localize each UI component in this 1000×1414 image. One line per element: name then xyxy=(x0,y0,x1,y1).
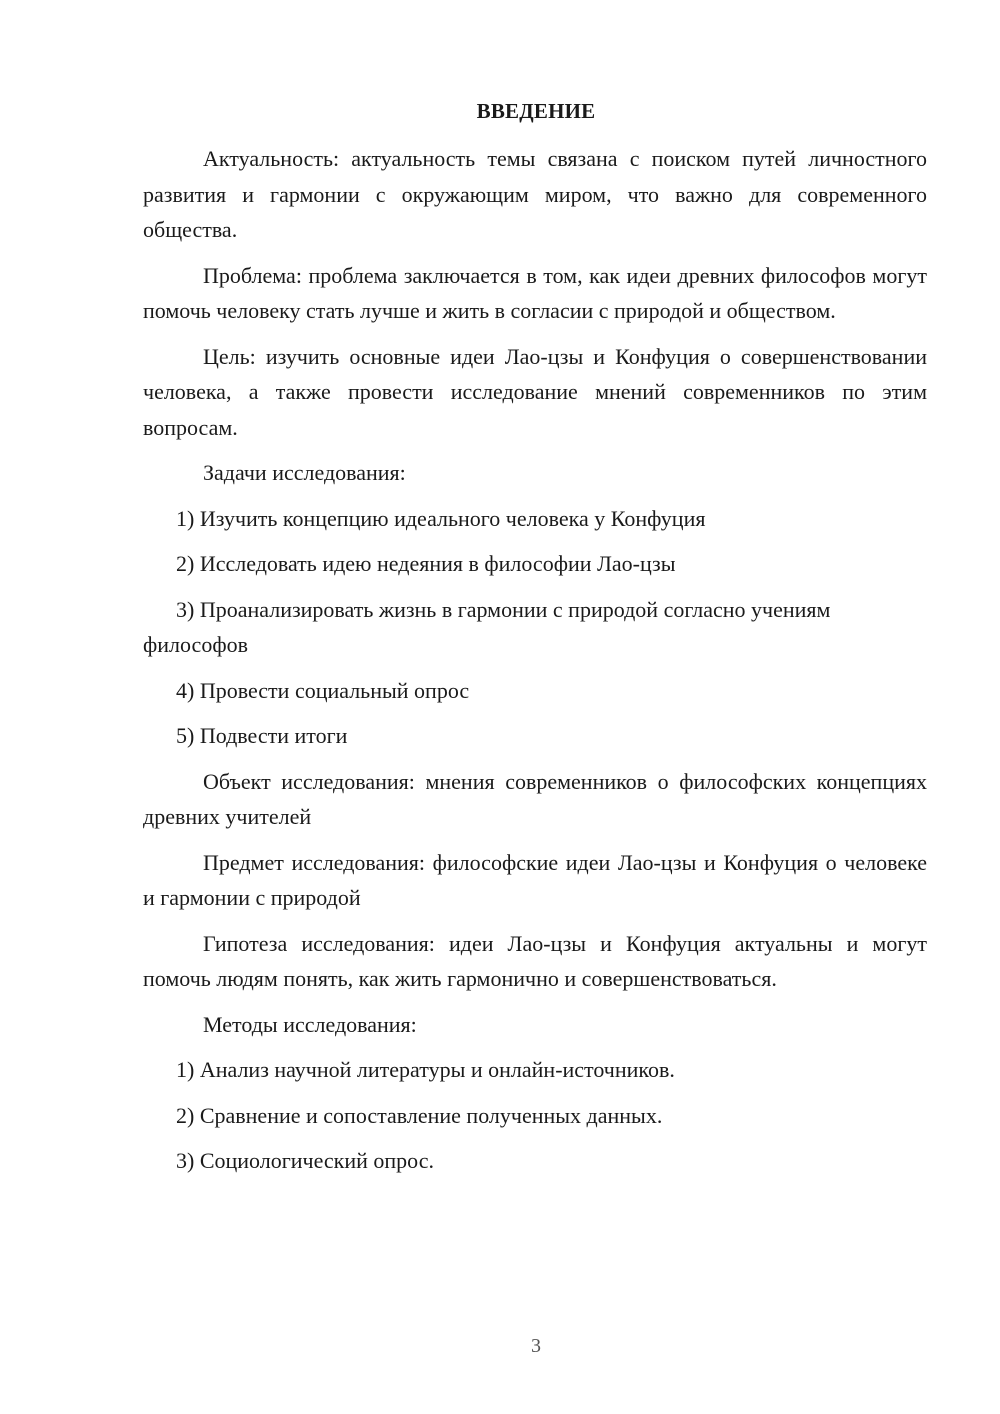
tasks-heading: Задачи исследования: xyxy=(203,460,406,485)
methods-heading: Методы исследования: xyxy=(203,1011,417,1037)
task-item-4: 4) Провести социальный опрос xyxy=(176,677,470,703)
page-title: ВВЕДЕНИЕ xyxy=(476,99,596,123)
task-item-5: 5) Подвести итоги xyxy=(176,723,348,748)
task-item-3: 3) Проанализировать жизнь в гармонии с природой согласно учениям философов xyxy=(143,596,831,657)
method-item-1: 1) Анализ научной литературы и онлайн-источников. xyxy=(176,1057,675,1082)
document-body xyxy=(143,141,927,1189)
method-item-2: 2) Сравнение и сопоставление полученных данных. xyxy=(176,1102,663,1128)
task-item-2: 2) Исследовать идею недеяния в философии Лао-цзы xyxy=(176,551,676,576)
object-paragraph: Объект исследования: мнения современников о философских концепциях древних учителей xyxy=(143,768,927,829)
relevance-paragraph: Актуальность: актуальность темы связана с поиском путей личностного развития и гармонии с окружающим миром, что важно для современного общества. xyxy=(143,146,927,242)
subject-paragraph: Предмет исследования: философские идеи Лао-цзы и Конфуция о человеке и гармонии с природой xyxy=(143,849,927,910)
task-item-1: 1) Изучить концепцию идеального человека у Конфуция xyxy=(176,505,706,531)
goal-paragraph: Цель: изучить основные идеи Лао-цзы и Конфуция о совершенствовании человека, а также провести исследование мнений современников по этим вопросам. xyxy=(143,343,927,440)
page-number: 3 xyxy=(531,1335,541,1357)
method-item-3: 3) Социологический опрос. xyxy=(176,1148,434,1173)
hypothesis-paragraph: Гипотеза исследования: идеи Лао-цзы и Конфуция актуальны и могут помочь людям понять, как жить гармонично и совершенствоваться. xyxy=(143,930,927,991)
problem-paragraph: Проблема: проблема заключается в том, как идеи древних философов могут помочь человеку стать лучше и жить в согласии с природой и обществом. xyxy=(143,262,927,323)
